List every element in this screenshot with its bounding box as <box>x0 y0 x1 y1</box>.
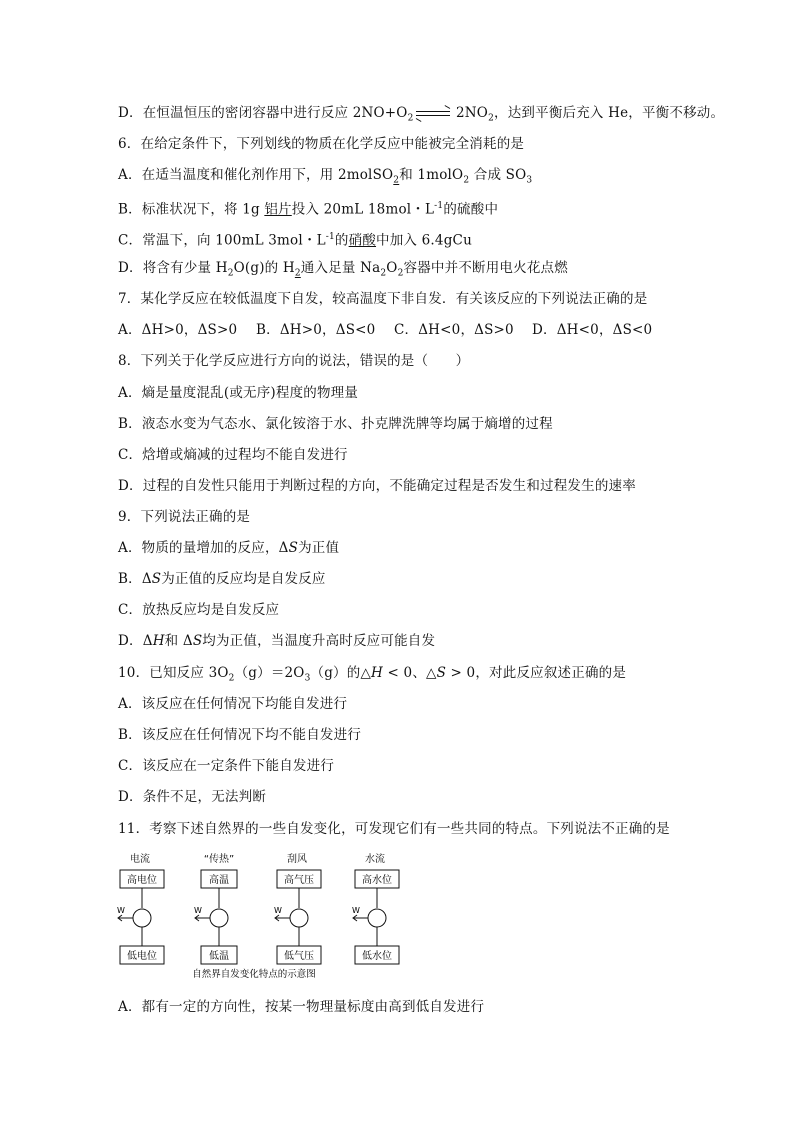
q8-option-b: B．液态水变为气态水、氯化铵溶于水、扑克牌洗牌等均属于熵增的过程 <box>118 416 553 432</box>
q9-option-d: D．ΔH和 ΔS均为正值，当温度升高时反应可能自发 <box>118 633 436 649</box>
q7-options <box>118 321 652 339</box>
q7-option-c: C．ΔH<0，ΔS>0 <box>394 322 514 338</box>
q11-option-a: A．都有一定的方向性，按某一物理量标度由高到低自发进行 <box>118 999 485 1015</box>
diagram-column-wind <box>274 870 321 964</box>
q10-option-c: C．该反应在一定条件下能自发进行 <box>118 758 335 774</box>
bottom-box-label: 低温 <box>209 951 229 962</box>
diagram-column-heat <box>194 870 237 964</box>
spontaneous-change-diagram <box>112 848 412 980</box>
title-heat: “传热” <box>203 854 235 865</box>
top-box-label: 高气压 <box>284 875 314 886</box>
q8-option-c: C．焓增或熵减的过程均不能自发进行 <box>118 447 348 463</box>
turbine-circle-icon <box>368 909 386 927</box>
q11-stem: 11．考察下述自然界的一些自发变化，可发现它们有一些共同的特点。下列说法不正确的是 <box>118 821 670 837</box>
bottom-box-label: 低气压 <box>284 951 314 962</box>
q9-option-a: A．物质的量增加的反应，ΔS为正值 <box>118 540 340 556</box>
diagram-column-current <box>117 870 164 964</box>
q7-option-d: D．ΔH<0，ΔS<0 <box>532 322 653 338</box>
q6-option-d: D．将含有少量 $H_2O(g)$的 $H_2$通入足量 $Na_2O_2$容器中并不断用电火花点燃 <box>118 260 568 279</box>
work-label: W <box>352 906 360 915</box>
title-wind: 刮风 <box>287 854 307 865</box>
top-box-label: 高电位 <box>127 875 157 886</box>
work-label: W <box>274 906 282 915</box>
equilibrium-arrow-icon <box>416 109 450 119</box>
q5-option-d: D．在恒温恒压的密闭容器中进行反应 $2NO+O_2$ $2NO_2$，达到平衡后充入 He，平衡不移动。 <box>118 105 725 124</box>
q7-option-a: A．ΔH>0，ΔS>0 <box>118 322 238 338</box>
top-box-label: 高温 <box>209 875 229 886</box>
diagram-caption: 自然界自发变化特点的示意图 <box>192 969 316 980</box>
q6-option-c: C．常温下，向 100mL 3mol・$L^{-1}$的硝酸中加入 6.4gCu <box>118 232 472 249</box>
q10-option-a: A．该反应在任何情况下均能自发进行 <box>118 696 348 712</box>
diagram-titles <box>130 852 385 865</box>
title-water: 水流 <box>365 854 385 865</box>
q9-stem: 9．下列说法正确的是 <box>118 509 251 525</box>
q6-stem: 6．在给定条件下，下列划线的物质在化学反应中能被完全消耗的是 <box>118 136 525 152</box>
q7-stem: 7．某化学反应在较低温度下自发，较高温度下非自发．有关该反应的下列说法正确的是 <box>118 291 648 307</box>
q6-option-b: B．标准状况下，将 1g 铝片投入 20mL 18mol・$L^{-1}$的硫酸中 <box>118 201 499 218</box>
turbine-circle-icon <box>210 909 228 927</box>
diagram-column-water <box>352 870 399 964</box>
q7-option-b: B．ΔH>0，ΔS<0 <box>256 322 376 338</box>
turbine-circle-icon <box>133 909 151 927</box>
turbine-circle-icon <box>290 909 308 927</box>
q10-option-b: B．该反应在任何情况下均不能自发进行 <box>118 727 362 743</box>
work-label: W <box>117 906 125 915</box>
diagram-svg <box>112 848 412 980</box>
q10-stem: 10．已知反应 $3O_2(g)=2O_3(g)$的△H < 0、△S > 0，对此反应叙述正确的是 <box>118 665 627 684</box>
q8-option-a: A．熵是量度混乱(或无序)程度的物理量 <box>118 385 359 401</box>
top-box-label: 高水位 <box>362 875 392 886</box>
q8-option-d: D．过程的自发性只能用于判断过程的方向，不能确定过程是否发生和过程发生的速率 <box>118 478 636 494</box>
work-label: W <box>194 906 202 915</box>
q8-stem: 8．下列关于化学反应进行方向的说法，错误的是（ ） <box>118 353 470 369</box>
bottom-box-label: 低电位 <box>127 951 157 962</box>
bottom-box-label: 低水位 <box>362 951 392 962</box>
q6-option-a: A．在适当温度和催化剂作用下，用 2molSO$_2$和 1molO$_2$ 合成 $SO_3$ <box>118 167 533 186</box>
q9-option-b: B．ΔS为正值的反应均是自发反应 <box>118 571 326 587</box>
title-current: 电流 <box>130 854 150 865</box>
q9-option-c: C．放热反应均是自发反应 <box>118 602 280 618</box>
q10-option-d: D．条件不足，无法判断 <box>118 789 267 805</box>
